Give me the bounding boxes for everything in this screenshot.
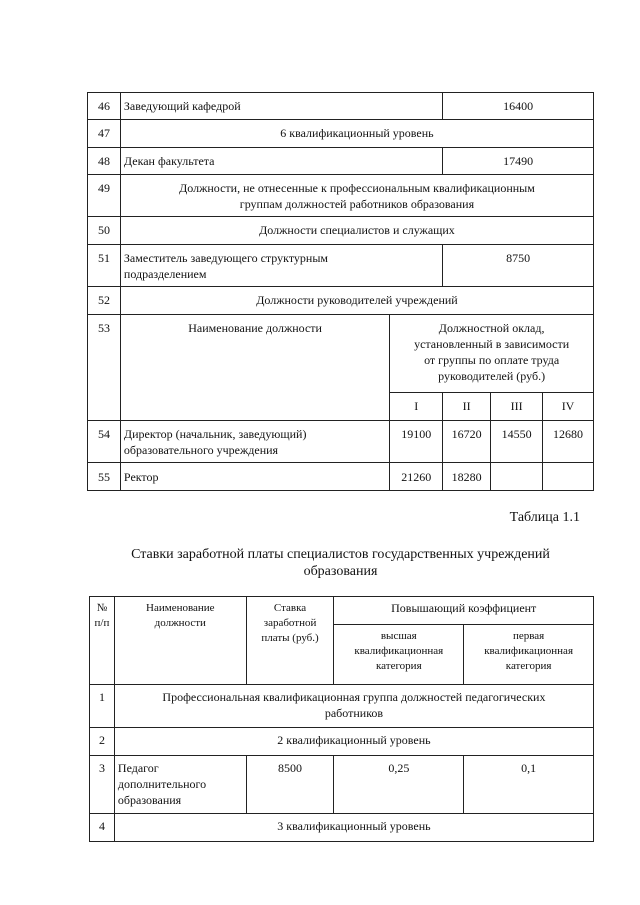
section-heading: 2 квалификационный уровень — [114, 728, 593, 756]
row-number: 48 — [88, 148, 121, 175]
position-name: Декан факультета — [120, 148, 442, 175]
salary-value: 16720 — [443, 421, 491, 463]
header-line-4: руководителей (руб.) — [438, 369, 546, 383]
section-heading: Должности специалистов и служащих — [120, 217, 593, 245]
table-row — [88, 245, 594, 287]
highest-category-coef: 0,25 — [334, 756, 464, 814]
row-number: 54 — [88, 421, 121, 463]
section-heading — [114, 685, 593, 728]
header-rate-line-3: платы (руб.) — [261, 632, 319, 644]
table-row — [88, 93, 594, 120]
row-number: 51 — [88, 245, 121, 287]
position-name — [114, 756, 246, 814]
row-number: 53 — [88, 315, 121, 421]
salary-value: 21260 — [390, 463, 443, 491]
title-line-2: образования — [303, 564, 378, 579]
header-position — [114, 597, 246, 685]
table-row — [88, 287, 594, 315]
header-rate-line-2: заработной — [263, 617, 317, 629]
table-row — [88, 463, 594, 491]
row-number: 2 — [90, 728, 115, 756]
table-row — [88, 421, 594, 463]
table-row — [90, 685, 594, 728]
header-rate-line-1: Ставка — [273, 602, 307, 614]
row-number: 49 — [88, 175, 121, 217]
position-name — [120, 245, 442, 287]
table-row — [90, 756, 594, 814]
name-line-3: образования — [117, 793, 182, 807]
header-first-line-1: первая — [512, 630, 545, 642]
table-row — [88, 120, 594, 148]
header-position-line-1: Наименование — [146, 602, 215, 614]
heading-line-2: группам должностей работников образования — [239, 197, 475, 211]
table-row — [90, 728, 594, 756]
name-line-2: образовательного учреждения — [123, 443, 279, 457]
header-highest-category — [334, 625, 464, 685]
header-number-line-1: № — [96, 602, 108, 614]
heading-line-2: работников — [324, 706, 384, 720]
header-first-line-3: категория — [505, 660, 552, 672]
section-heading: Должности руководителей учреждений — [120, 287, 593, 315]
table-row — [88, 217, 594, 245]
table-row — [88, 148, 594, 175]
title-line-1: Ставки заработной платы специалистов государственных учреждений — [131, 547, 550, 562]
section-heading — [120, 175, 593, 217]
rates-table — [89, 596, 594, 842]
header-number-line-2: п/п — [94, 617, 110, 629]
salary-value — [491, 463, 543, 491]
salary-value: 14550 — [491, 421, 543, 463]
header-position-line-2: должности — [154, 617, 206, 629]
header-first-line-2: квалификационная — [484, 645, 573, 657]
header-highest-line-2: квалификационная — [354, 645, 444, 657]
row-number: 1 — [90, 685, 115, 728]
position-name: Ректор — [120, 463, 389, 491]
row-number: 50 — [88, 217, 121, 245]
group-header: II — [443, 393, 491, 421]
table-row — [88, 315, 594, 393]
salary-value: 16400 — [443, 93, 594, 120]
position-name — [120, 421, 389, 463]
row-number: 47 — [88, 120, 121, 148]
header-position-name: Наименование должности — [120, 315, 389, 421]
name-line-1: Директор (начальник, заведующий) — [123, 427, 307, 441]
name-line-1: Заместитель заведующего структурным — [123, 251, 328, 265]
table-row — [88, 175, 594, 217]
header-coefficient: Повышающий коэффициент — [334, 597, 594, 625]
row-number: 46 — [88, 93, 121, 120]
rate-value: 8500 — [246, 756, 334, 814]
table-title — [87, 546, 594, 580]
row-number: 52 — [88, 287, 121, 315]
header-salary-group — [390, 315, 594, 393]
salary-value: 12680 — [543, 421, 594, 463]
name-line-1: Педагог — [117, 761, 159, 775]
row-number: 4 — [90, 814, 115, 842]
group-header: I — [390, 393, 443, 421]
table-caption: Таблица 1.1 — [509, 510, 580, 525]
heading-line-1: Профессиональная квалификационная группа должностей педагогических — [162, 690, 546, 704]
row-number: 3 — [90, 756, 115, 814]
salary-value: 18280 — [443, 463, 491, 491]
header-line-3: от группы по оплате труда — [424, 353, 560, 367]
table-row — [90, 814, 594, 842]
group-header: III — [491, 393, 543, 421]
header-rate — [246, 597, 334, 685]
row-number: 55 — [88, 463, 121, 491]
header-highest-line-1: высшая — [380, 630, 417, 642]
group-header: IV — [543, 393, 594, 421]
salary-value: 19100 — [390, 421, 443, 463]
salary-value — [543, 463, 594, 491]
heading-line-1: Должности, не отнесенные к профессиональным квалификационным — [179, 181, 535, 195]
header-row — [90, 597, 594, 625]
salary-value: 8750 — [443, 245, 594, 287]
section-heading: 3 квалификационный уровень — [114, 814, 593, 842]
name-line-2: подразделением — [123, 267, 207, 281]
salary-table-continued — [87, 92, 594, 491]
header-highest-line-3: категория — [375, 660, 422, 672]
header-first-category — [464, 625, 594, 685]
section-heading: 6 квалификационный уровень — [120, 120, 593, 148]
header-line-1: Должностной оклад, — [438, 321, 545, 335]
salary-value: 17490 — [443, 148, 594, 175]
position-name: Заведующий кафедрой — [120, 93, 442, 120]
header-line-2: установленный в зависимости — [414, 337, 570, 351]
header-number — [90, 597, 115, 685]
first-category-coef: 0,1 — [464, 756, 594, 814]
name-line-2: дополнительного — [117, 777, 207, 791]
